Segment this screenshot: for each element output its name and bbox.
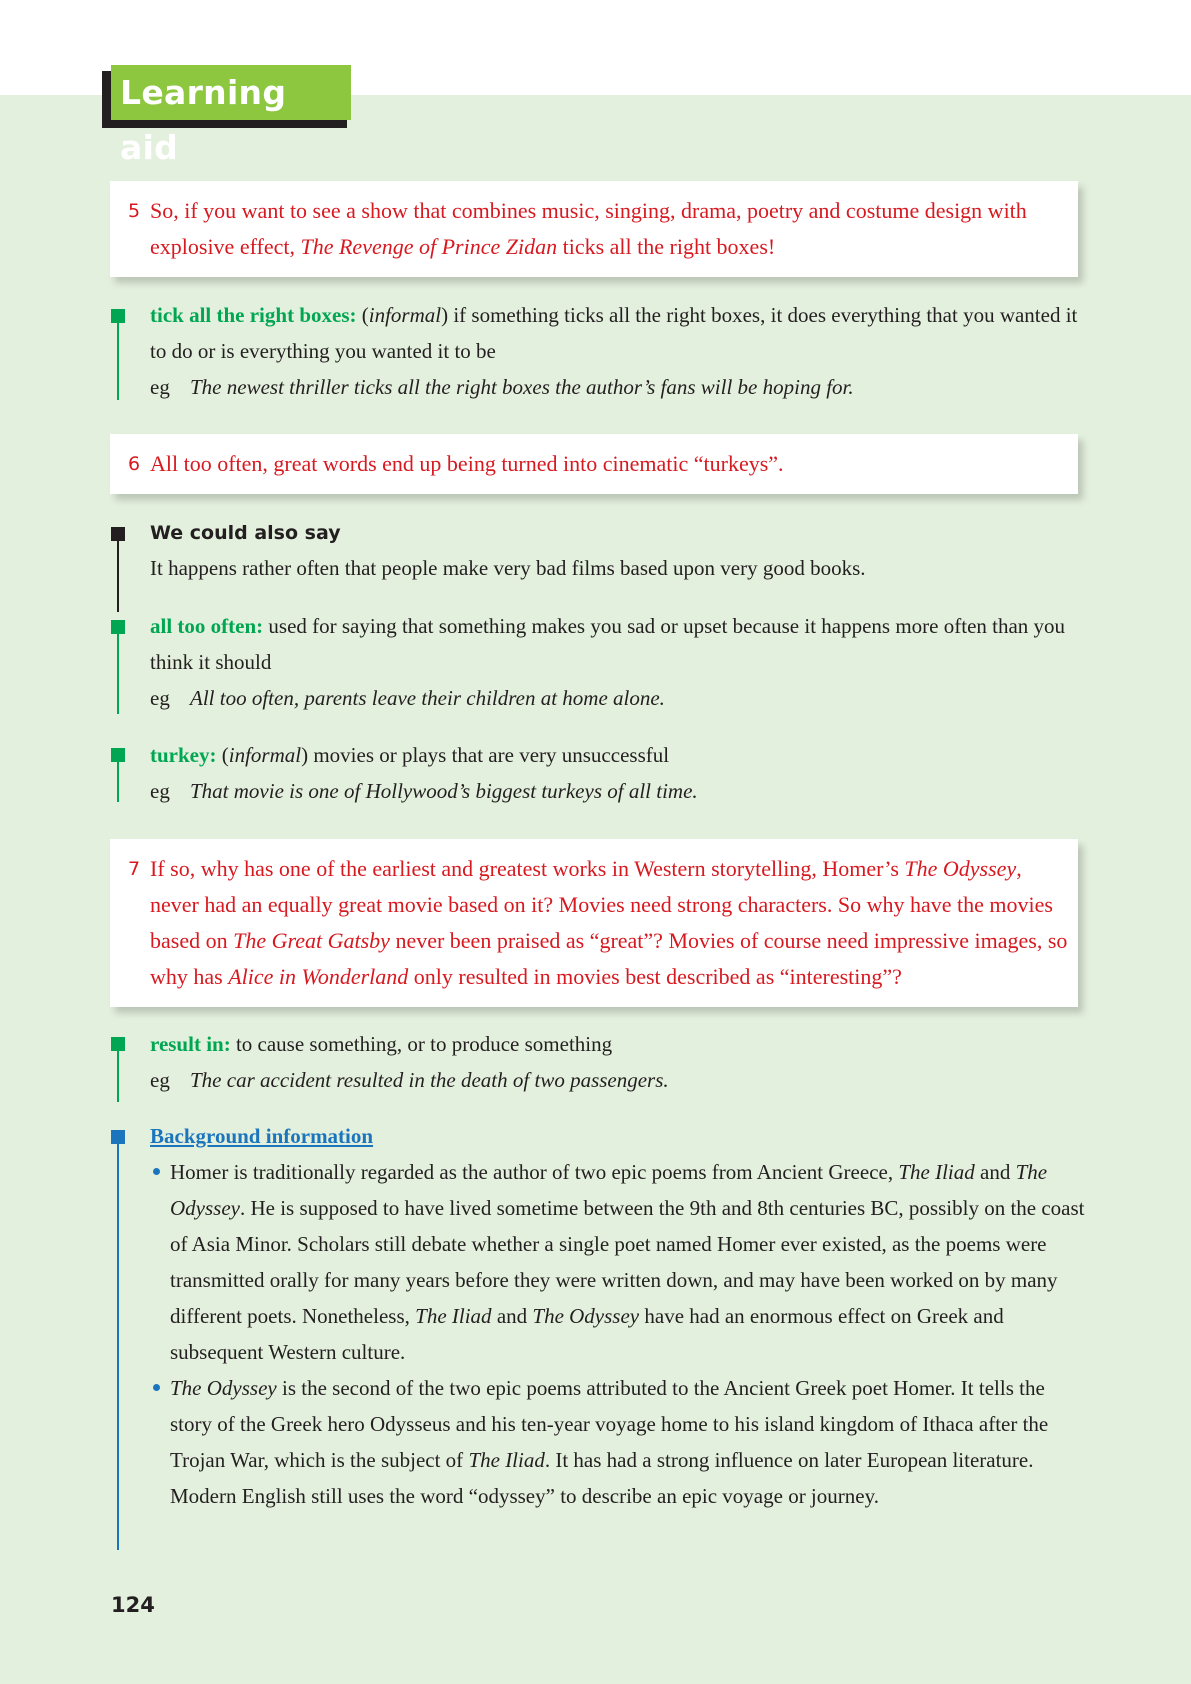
entry-rule xyxy=(117,312,119,400)
also-say-heading: We could also say xyxy=(150,522,341,544)
quote-box-6 xyxy=(110,434,1078,494)
definition: all too often: used for saying that something makes you sad or upset because it happens more often than you think it should xyxy=(150,614,1066,674)
quote-box-5 xyxy=(110,181,1078,277)
vocab-entry-tick-all-the-right-boxes xyxy=(150,297,1090,405)
quote-text: All too often, great words end up being turned into cinematic “turkeys”. xyxy=(150,451,784,476)
quote-number: 5 xyxy=(128,200,141,222)
example-row: eg The newest thriller ticks all the right boxes the author’s fans will be hoping for. xyxy=(150,375,854,399)
definition: tick all the right boxes: (informal) if something ticks all the right boxes, it does everything that you wanted it to do or is everything you wanted it to be xyxy=(150,303,1078,363)
green-square-marker xyxy=(111,309,125,323)
quote-box-7 xyxy=(110,839,1078,1007)
quote-text: So, if you want to see a show that combines music, singing, drama, poetry and costume design with explosive effect, The Revenge of Prince Zidan ticks all the right boxes! xyxy=(150,198,1027,259)
background-bullet: The Odyssey is the second of the two epic poems attributed to the Ancient Greek poet Homer. It tells the story of the Greek hero Odysseus and his ten-year voyage home to his island kingdom of Ithaca after the Trojan War, which is the subject of The Iliad. It has had a strong influence on later European literature. Modern English still uses the word “odyssey” to describe an epic voyage or journey. xyxy=(150,1370,1090,1514)
vocab-entry-result-in xyxy=(150,1026,1090,1098)
vocab-entry-all-too-often xyxy=(150,608,1090,716)
quote-number: 6 xyxy=(128,453,141,475)
bullet-dot-icon xyxy=(153,1384,160,1391)
background-information-heading: Background information xyxy=(150,1124,374,1148)
entry-rule xyxy=(117,1047,119,1102)
black-square-marker xyxy=(111,527,125,541)
blue-square-marker xyxy=(111,1130,125,1144)
entry-rule xyxy=(117,1140,119,1550)
also-say-text: It happens rather often that people make very bad films based upon very good books. xyxy=(150,556,866,580)
page-title: Learning aid xyxy=(111,65,351,120)
entry-rule xyxy=(117,532,119,612)
green-square-marker xyxy=(111,1037,125,1051)
quote-number: 7 xyxy=(128,858,141,880)
definition: result in: to cause something, or to produce something xyxy=(150,1032,613,1056)
example-row: eg All too often, parents leave their children at home alone. xyxy=(150,686,665,710)
quote-text: If so, why has one of the earliest and greatest works in Western storytelling, Homer’s The Odyssey, never had an equally great movie based on it? Movies need strong characters. So why have the movies based on The Great Gatsby never been praised as “great”? Movies of course need impressive images, so why has Alice in Wonderland only resulted in movies best described as “interesting”? xyxy=(150,856,1068,989)
definition: turkey: (informal) movies or plays that are very unsuccessful xyxy=(150,743,670,767)
green-square-marker xyxy=(111,748,125,762)
background-bullet: Homer is traditionally regarded as the author of two epic poems from Ancient Greece, The Iliad and The Odyssey. He is supposed to have lived sometime between the 9th and 8th centuries BC, possibly on the coast of Asia Minor. Scholars still debate whether a single poet named Homer ever existed, as the poems were transmitted orally for many years before they were written down, and may have been worked on by many different poets. Nonetheless, The Iliad and The Odyssey have had an enormous effect on Greek and subsequent Western culture. xyxy=(150,1154,1090,1370)
example-row: eg The car accident resulted in the death of two passengers. xyxy=(150,1068,669,1092)
green-square-marker xyxy=(111,620,125,634)
background-information-section xyxy=(150,1118,1090,1514)
vocab-entry-turkey xyxy=(150,737,1090,809)
example-row: eg That movie is one of Hollywood’s biggest turkeys of all time. xyxy=(150,779,698,803)
page-number: 124 xyxy=(111,1593,155,1617)
bullet-dot-icon xyxy=(153,1168,160,1175)
entry-rule xyxy=(117,624,119,714)
also-say-entry xyxy=(150,516,1090,586)
